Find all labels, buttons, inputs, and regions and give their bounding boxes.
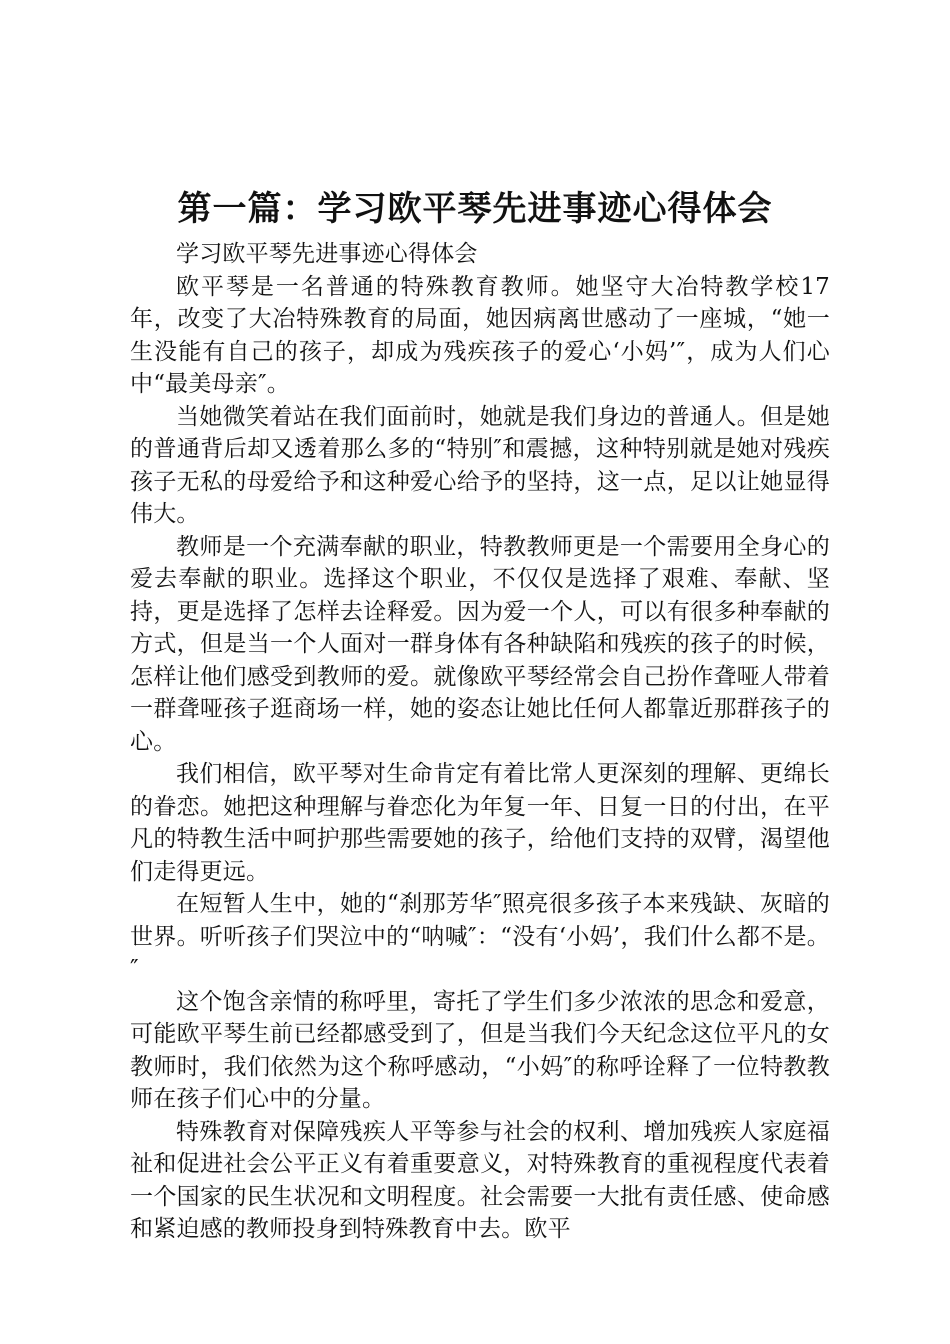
body-paragraph: 这个饱含亲情的称呼里，寄托了学生们多少浓浓的思念和爱意，可能欧平琴生前已经都感受到了，但是当我们今天纪念这位平凡的女教师时，我们依然为这个称呼感动，“小妈″的称呼诠释了一位特教教师在孩子们心中的分量。: [130, 988, 830, 1112]
body-paragraph: 在短暂人生中，她的“刹那芳华″照亮很多孩子本来残缺、灰暗的世界。听听孩子们哭泣中的“呐喊″：“没有‘小妈’，我们什么都不是。″: [130, 891, 830, 982]
document-body: [130, 238, 830, 1246]
subtitle-paragraph: 学习欧平琴先进事迹心得体会: [176, 241, 478, 267]
body-paragraph: 当她微笑着站在我们面前时，她就是我们身边的普通人。但是她的普通背后却又透着那么多的“特别″和震撼，这种特别就是她对残疾孩子无私的母爱给予和这种爱心给予的坚持，这一点，足以让她显得伟大。: [130, 403, 830, 527]
body-paragraph: 欧平琴是一名普通的特殊教育教师。她坚守大冶特教学校17年，改变了大冶特殊教育的局面，她因病离世感动了一座城，“她一生没能有自己的孩子，却成为残疾孩子的爱心‘小妈’″，成为人们心中“最美母亲″。: [130, 273, 830, 397]
body-paragraph: 我们相信，欧平琴对生命肯定有着比常人更深刻的理解、更绵长的眷恋。她把这种理解与眷恋化为年复一年、日复一日的付出，在平凡的特教生活中呵护那些需要她的孩子，给他们支持的双臂，渴望他们走得更远。: [130, 761, 830, 885]
body-paragraph: 特殊教育对保障残疾人平等参与社会的权利、增加残疾人家庭福祉和促进社会公平正义有着重要意义，对特殊教育的重视程度代表着一个国家的民生状况和文明程度。社会需要一大批有责任感、使命感和紧迫感的教师投身到特殊教育中去。欧平: [130, 1118, 830, 1242]
document-title: 第一篇：学习欧平琴先进事迹心得体会: [177, 189, 773, 229]
body-paragraph: 教师是一个充满奉献的职业，特教教师更是一个需要用全身心的爱去奉献的职业。选择这个职业，不仅仅是选择了艰难、奉献、坚持，更是选择了怎样去诠释爱。因为爱一个人，可以有很多种奉献的方式，但是当一个人面对一群身体有各种缺陷和残疾的孩子的时候，怎样让他们感受到教师的爱。就像欧平琴经常会自己扮作聋哑人带着一群聋哑孩子逛商场一样，她的姿态让她比任何人都靠近那群孩子的心。: [130, 533, 830, 755]
